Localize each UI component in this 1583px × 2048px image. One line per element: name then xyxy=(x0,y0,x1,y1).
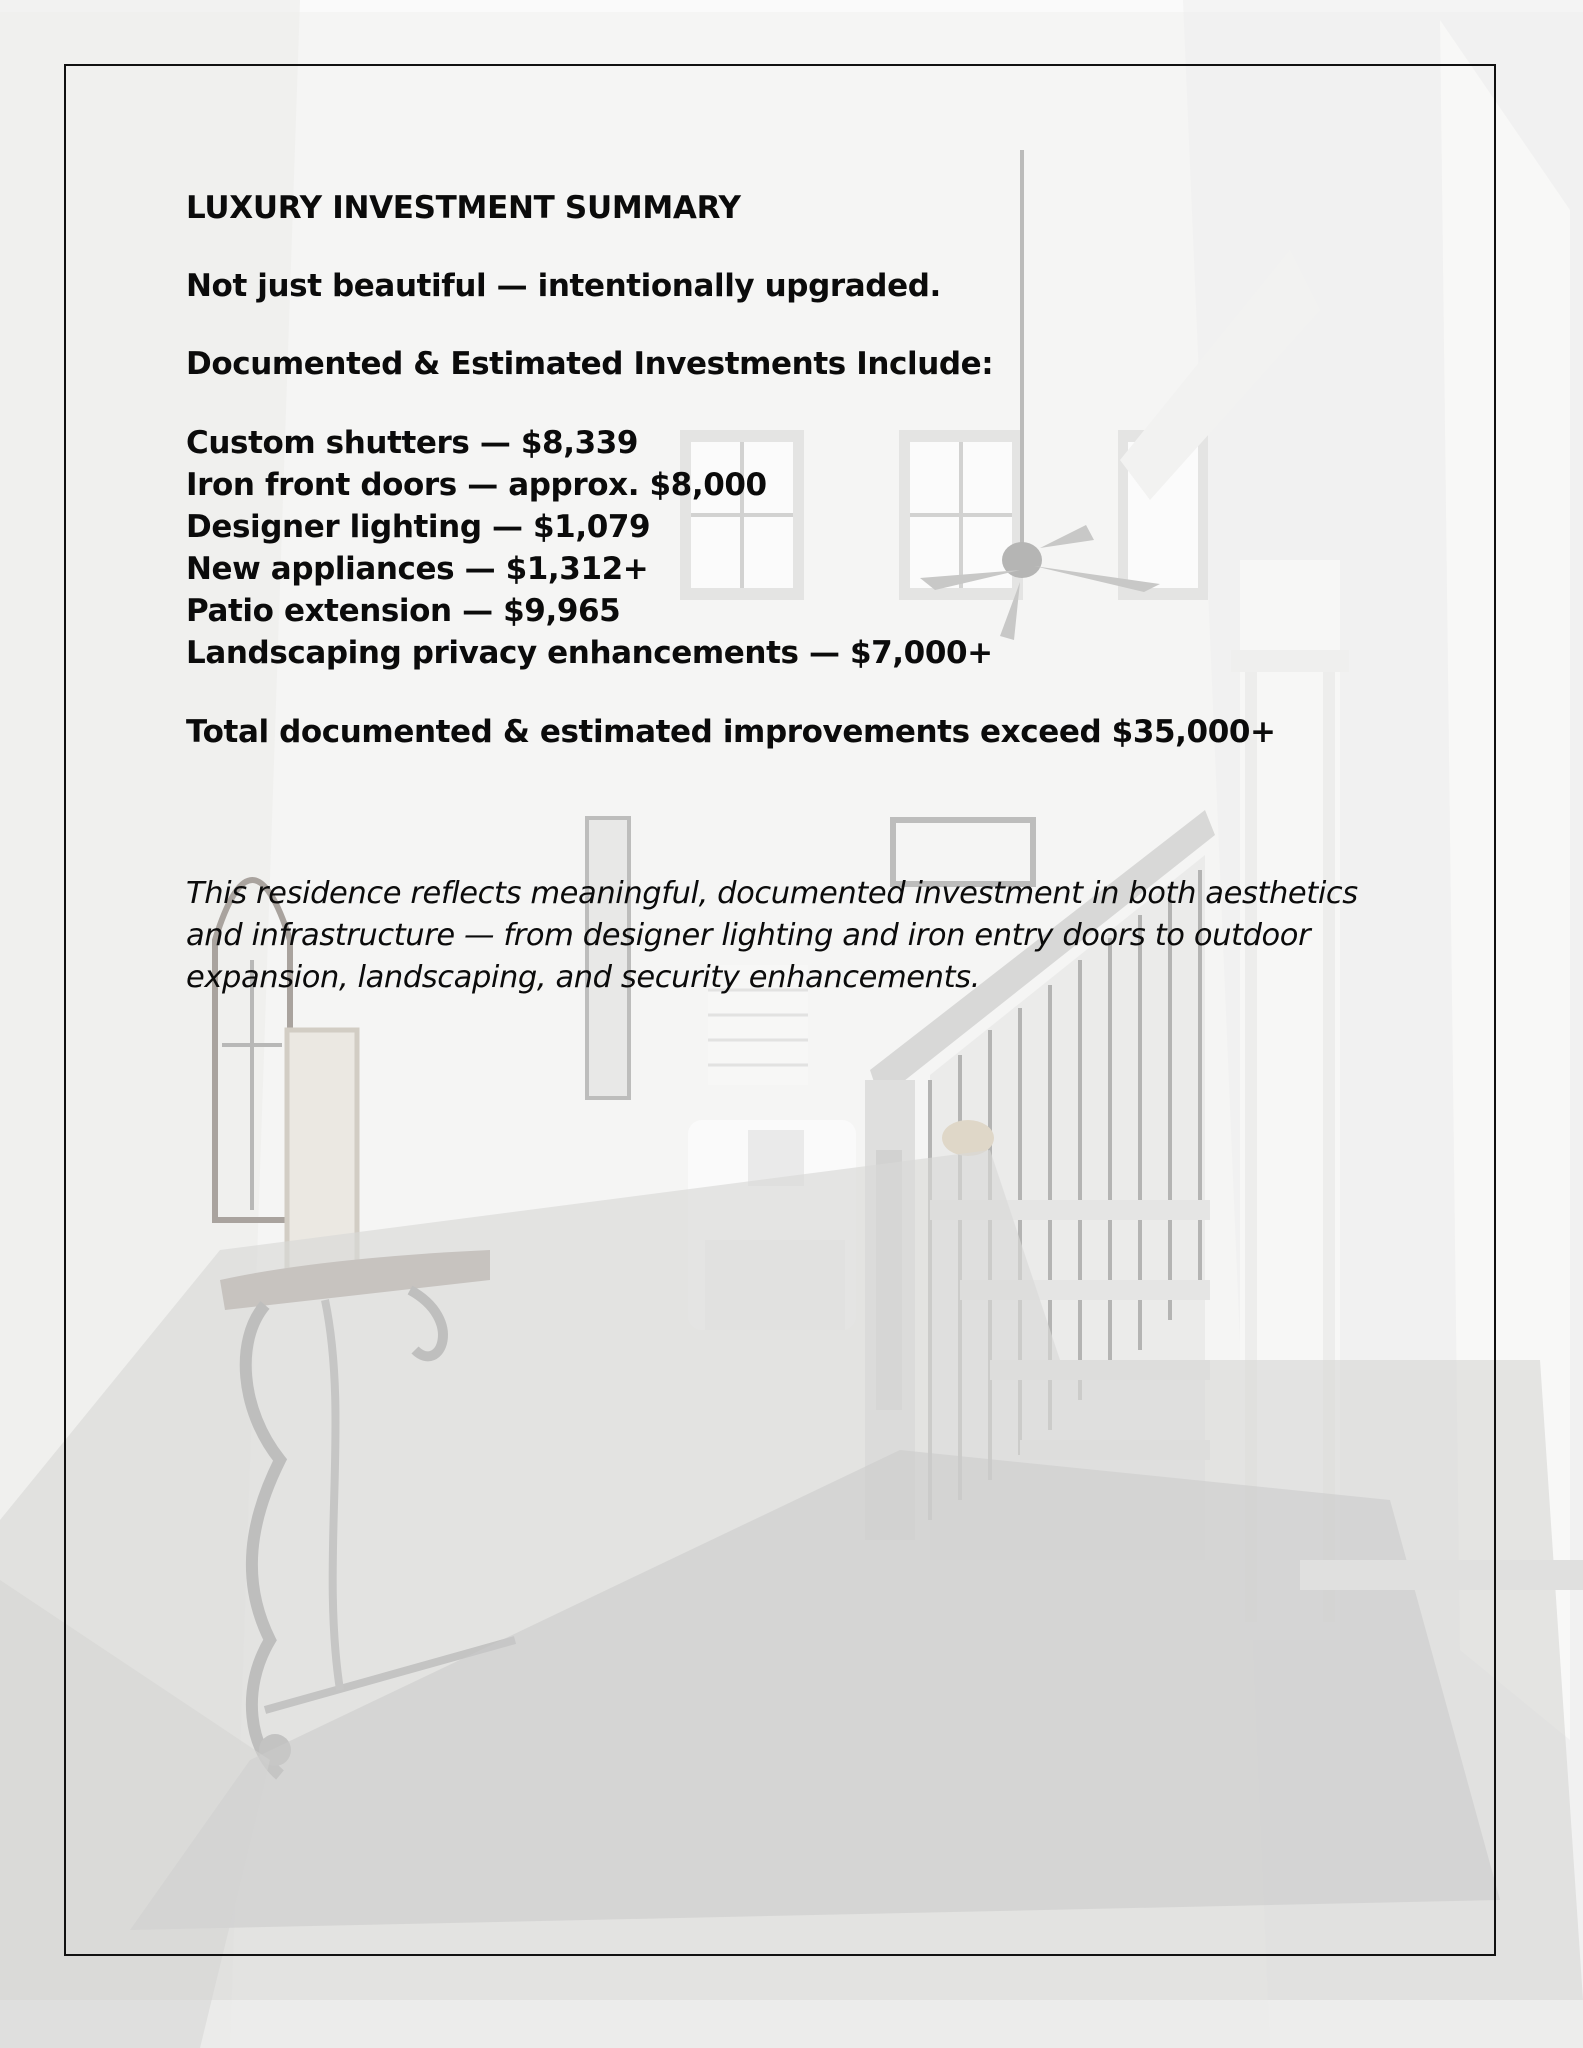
closing-paragraph: This residence reflects meaningful, documented investment in both aesthetics and infrastructure — from designer lighting and iron entry doors to outdoor expansion, landscaping, and security enhancements. xyxy=(186,876,1358,995)
investment-item: New appliances — $1,312+ xyxy=(186,551,649,587)
investment-item: Patio extension — $9,965 xyxy=(186,593,621,629)
investment-item: Landscaping privacy enhancements — $7,000+ xyxy=(186,635,993,671)
investment-item: Custom shutters — $8,339 xyxy=(186,425,639,461)
investments-list-heading: Documented & Estimated Investments Include: xyxy=(186,346,994,382)
investment-items-list xyxy=(186,422,1386,674)
summary-tagline: Not just beautiful — intentionally upgraded. xyxy=(186,268,941,304)
total-improvements-statement: Total documented & estimated improvements exceed $35,000+ xyxy=(186,714,1276,750)
investment-item: Iron front doors — approx. $8,000 xyxy=(186,467,767,503)
summary-content xyxy=(186,188,1386,752)
summary-heading: LUXURY INVESTMENT SUMMARY xyxy=(186,190,741,226)
investment-item: Designer lighting — $1,079 xyxy=(186,509,651,545)
